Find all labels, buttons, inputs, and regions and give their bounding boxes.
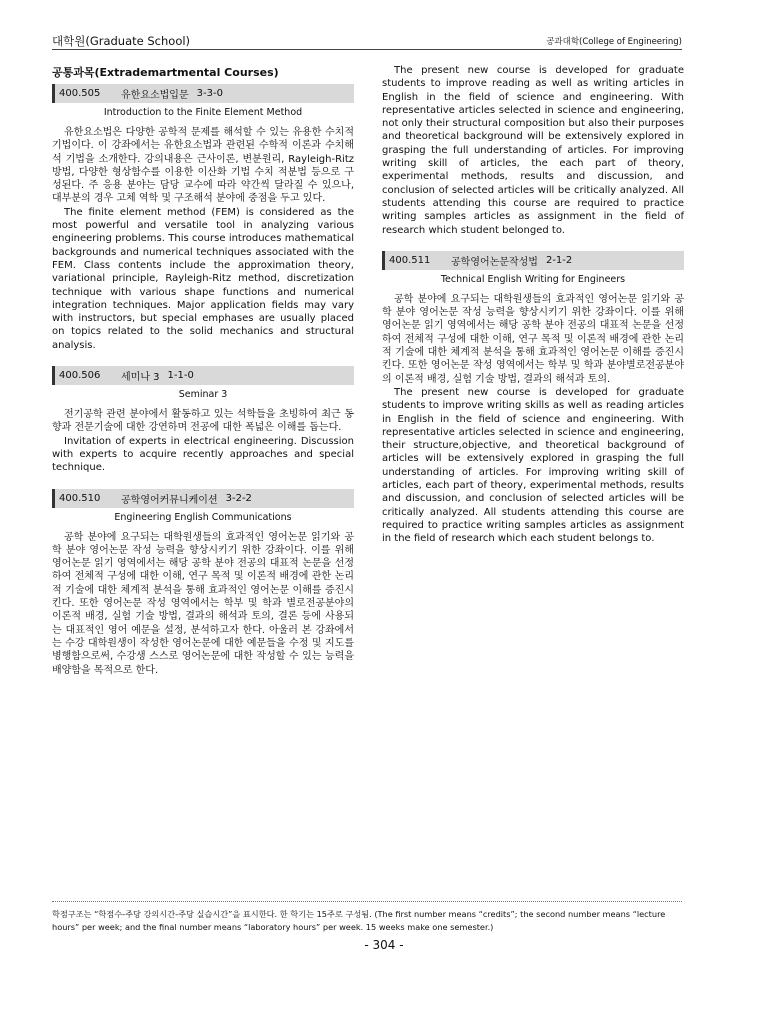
course-bar xyxy=(52,366,354,385)
course-credits: 3-2-2 xyxy=(225,492,252,504)
course-english-desc: The finite element method (FEM) is considered as the most powerful and versatile tool in analyzing various engineering problems. This course introduces mathematical backgrounds and numerical techniques associated with the FEM. Class contents include the approximation theory, variational principle, Rayleigh-Ritz method, discretization technique with various shape functions and numerical integration techniques. Major application fields may vary with instructors, but special emphases are usually placed on topics related to the solid mechanics and structural analysis. xyxy=(52,206,354,351)
course-korean-name: 공학영어커뮤니케이션 xyxy=(121,494,218,506)
section-title: 공통과목(Extrademartmental Courses) xyxy=(52,66,279,79)
course-english-desc: The present new course is developed for graduate students to improve writing skills as well as reading articles in English in the field of science and engineering. With representative articles selected in science and engineering, their structure,objective, and theoretical background of articles will be extensively explored in grasping the full understanding of articles. For improving writing skill of articles, each part of theory, experimental methods, results and discussion, and conclusion of selected articles will be critically analyzed. All students attending this course are required to practice writing samples articles as assignment in the field of research which each student belongs to. xyxy=(382,386,684,545)
course-credits: 2-1-2 xyxy=(545,254,573,266)
course-bar xyxy=(52,489,354,508)
left-column xyxy=(52,64,354,691)
course-english-title: Technical English Writing for Engineers xyxy=(440,273,626,285)
course-korean-name: 세미나 3 xyxy=(121,372,160,384)
course-bar xyxy=(52,84,354,103)
course-english-desc: The present new course is developed for graduate students to improve reading as well as writing articles in English in the field of science and engineering. With representative articles selected in science and engineering, not only their structural composition but also their purposes and theoretical background will be extensively explored in grasping the full understanding of articles. For improving writing skill of articles, the each part of theory, experimental methods, results and discussion, and conclusion of selected articles will be critically analyzed. All students attending this course are required to practice writing samples articles as assignment in the field of research which student belonged to. xyxy=(382,65,684,236)
course-korean-name: 유한요소법입문 xyxy=(121,90,189,101)
course-code: 400.506 xyxy=(59,370,101,382)
course-korean-desc: 공학 분야에 요구되는 대학원생들의 효과적인 영어논문 읽기와 공학 분야 영어논문 작성 능력을 향상시키기 위한 강좌이다. 이를 위해 영어논문 읽기 영역에서는 해당 공학 분야 전공의 대표적 논문을 선정하여 전체적 구성에 대한 이해, 연구 목적 및 이론적 배경에 관한 논리적 기술에 대한 체계적 분석을 통해 효과적인 영어논문 이해를 증진시킨다. 또한 영어논문 작성 영역에서는 학부 및 학과 별로전공분야의 이론적 배경, 실험 기술 방법, 결과의 해석과 토의, 결론 등에 사용되는 대표적인 영어 예문을 설정, 분석하고자 한다. 아울러 본 강좌에서는 수강 대학원생이 작성한 영어논문에 대한 예문들을 수정 및 지도를 병행함으로써, 수강생 스스로 영어논문에 대한 작성할 수 있는 능력을 배양함을 목적으로 한다. xyxy=(52,531,354,676)
course-400-510 xyxy=(52,489,354,677)
course-korean-name: 공학영어논문작성법 xyxy=(451,256,538,268)
header-school: 대학원(Graduate School) xyxy=(52,34,191,48)
course-code: 400.510 xyxy=(59,492,101,504)
course-400-511 xyxy=(382,251,684,546)
course-code: 400.505 xyxy=(59,88,101,99)
course-english-title: Introduction to the Finite Element Method xyxy=(103,107,303,118)
course-code: 400.511 xyxy=(389,254,431,266)
course-english-desc: Invitation of experts in electrical engineering. Discussion with experts to acquire recently approaches and special technique. xyxy=(52,435,354,474)
page-header xyxy=(52,33,682,50)
course-korean-desc: 공학 분야에 요구되는 대학원생들의 효과적인 영어논문 읽기와 공학 분야 영어논문 작성 능력을 향상시키기 위한 강좌이다. 이를 위해 영어논문 읽기 영역에서는 해당 공학 분야 전공의 대표적 논문을 선정하여 전체적 구성에 대한 이해, 연구 목적 및 이론적 배경에 관한 논리적 기술에 대한 체계적 분석을 통해 효과적인 영어논문 이해를 증진시킨다. 또한 영어논문 작성 영역에서는 학부 및 학과 분야별로전공분야의 이론적 배경, 실험 기술 방법, 결과의 해석과 토의. xyxy=(382,293,684,385)
page-number: - 304 - xyxy=(364,938,404,952)
course-400-505 xyxy=(52,84,354,352)
course-korean-desc: 유한요소법은 다양한 공학적 문제를 해석할 수 있는 유용한 수치적 기법이다. 이 강좌에서는 유한요소법과 관련된 수학적 이론과 수치해석 기법을 소개한다. 강의내용은 근사이론, 변분원리, Rayleigh-Ritz 방법, 다양한 형상함수를 이용한 이산화 기법 수치 적분법 등으로 구성된다. 주 응용 분야는 담당 교수에 따라 약간씩 달라질 수 있으나, 대부분의 경우 고체 역학 및 구조해석 분야에 중점을 두고 있다. xyxy=(52,127,354,205)
course-400-510-continued xyxy=(382,64,684,237)
course-credits: 3-3-0 xyxy=(196,88,223,99)
course-400-506 xyxy=(52,366,354,474)
right-column xyxy=(382,64,684,560)
course-credits: 1-1-0 xyxy=(167,370,194,382)
header-college: 공과대학(College of Engineering) xyxy=(546,37,682,47)
course-korean-desc: 전기공학 관련 분야에서 활동하고 있는 석학들을 초빙하여 최근 동향과 전문기술에 대한 강연하며 전공에 대한 폭넓은 이해를 돕는다. xyxy=(52,409,354,434)
course-bar xyxy=(382,251,684,270)
credit-footnote: 학점구조는 “학점수-주당 강의시간-주당 실습시간”을 표시한다. 한 학기는 15주로 구성됨. (The first number means “credits”; the second number means “lecture hours” per week; and the final number means “laboratory hours” per week. 15 weeks make one semester.) xyxy=(52,909,666,932)
footer-divider xyxy=(52,901,682,902)
course-english-title: Seminar 3 xyxy=(178,389,228,401)
course-english-title: Engineering English Communications xyxy=(114,511,292,523)
